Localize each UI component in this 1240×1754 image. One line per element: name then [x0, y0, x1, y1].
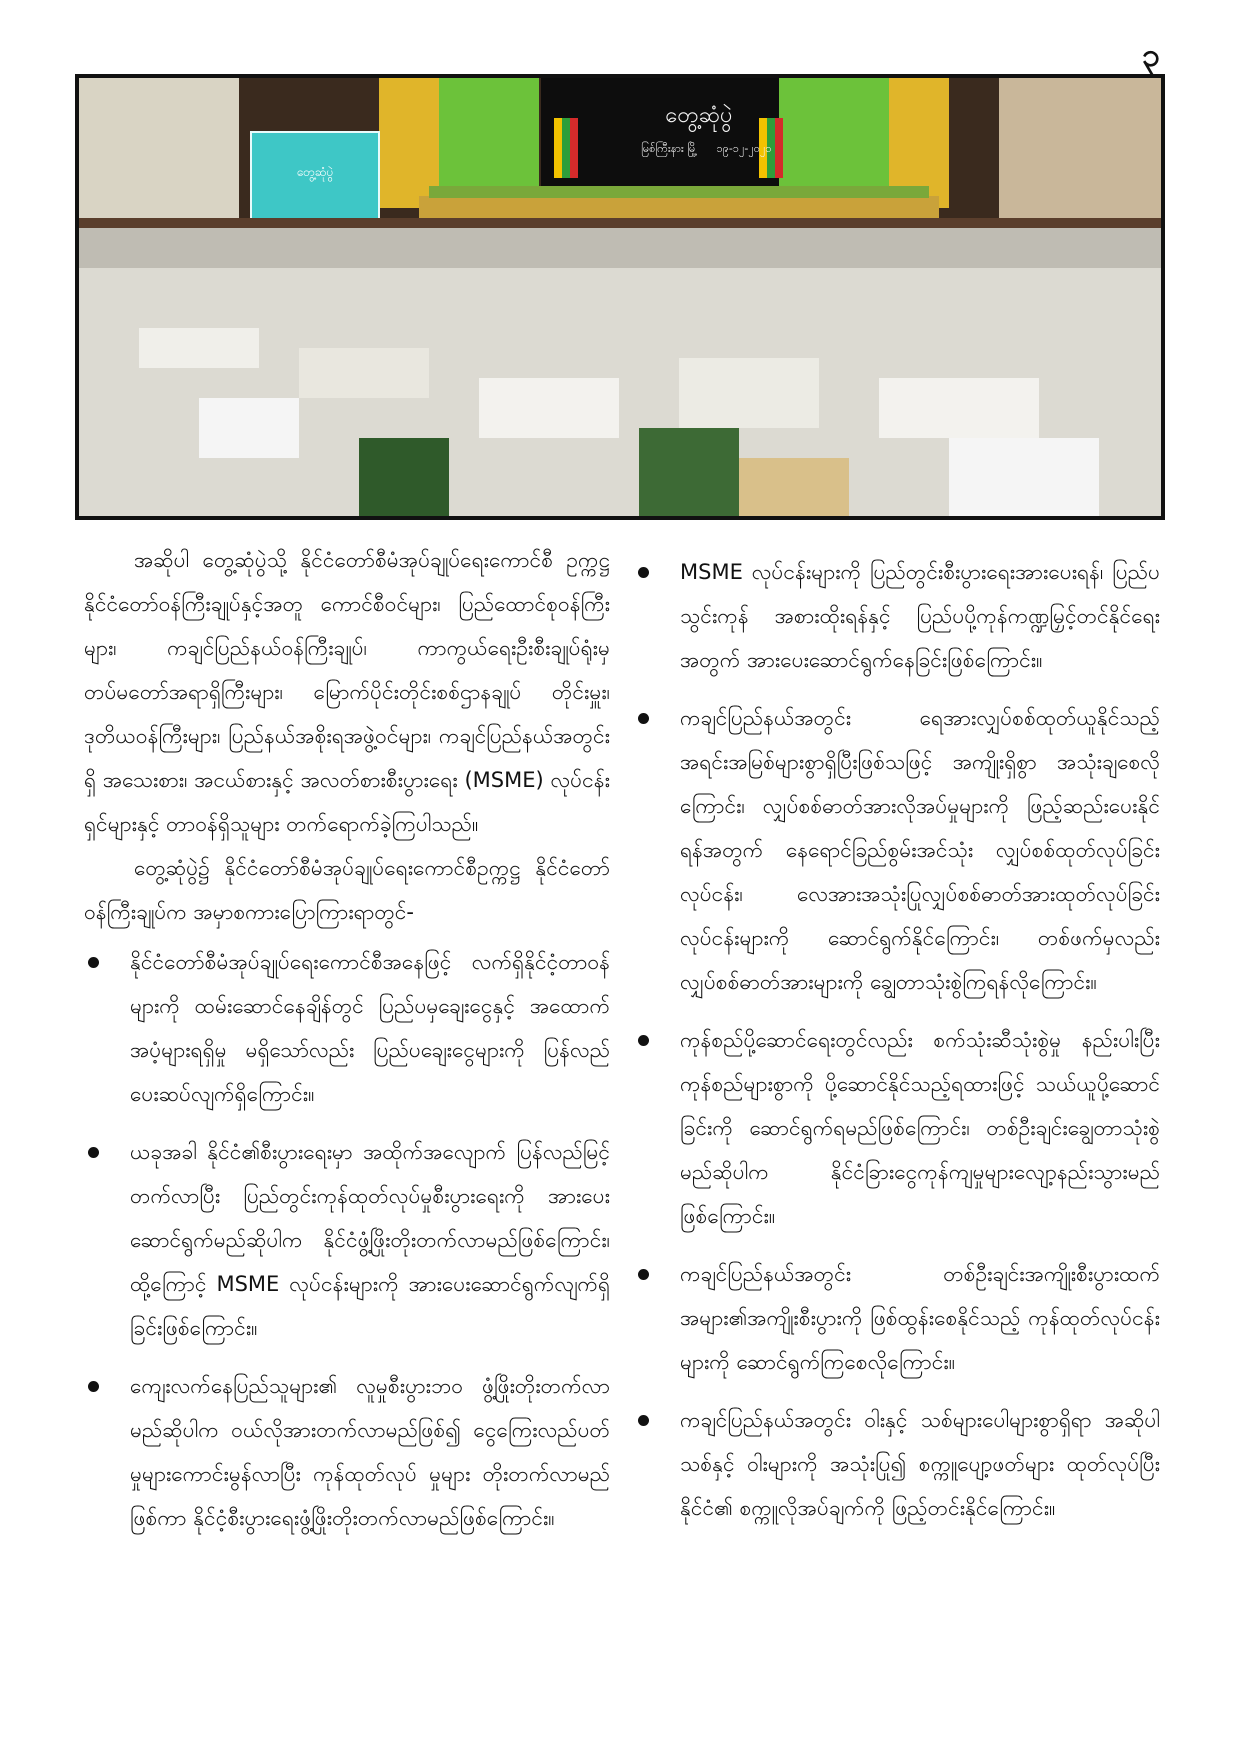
bullet-dot — [88, 957, 99, 968]
bullet-dot — [638, 1269, 649, 1280]
right-column — [634, 550, 1160, 1544]
stage-front — [419, 196, 939, 218]
bullet-dot — [638, 1035, 649, 1046]
bullet-dot — [88, 1381, 99, 1392]
meeting-hall-illustration — [79, 78, 1161, 516]
bullet-text: နိုင်ငံတော်စီမံအုပ်ချုပ်ရေးကောင်စီအနေဖြင့် လက်ရှိနိုင်ငံ့တာဝန်များကို ထမ်းဆောင်နေချိန်တွင် ပြည်ပမှချေးငွေနှင့် အထောက်အပံ့များရရှိမှု မရှိသော်လည်း ပြည်ပချေးငွေများကို ပြန်လည်ပေးဆပ်လျက်ရှိကြောင်း။ — [130, 950, 610, 1106]
bullet-text: ကုန်စည်ပို့ဆောင်ရေးတွင်လည်း စက်သုံးဆီသုံးစွဲမှု နည်းပါးပြီး ကုန်စည်များစွာကို ပို့ဆောင်နိုင်သည့်ရထားဖြင့် သယ်ယူပို့ဆောင်ခြင်းကို ဆောင်ရွက်ရမည်ဖြစ်ကြောင်း၊ တစ်ဦးချင်းချွေတာသုံးစွဲမည်ဆိုပါက နိုင်ငံခြားငွေကုန်ကျမှုများလျော့နည်းသွားမည် ဖြစ်ကြောင်း။ — [680, 1028, 1160, 1228]
bullet-item — [84, 940, 610, 1116]
stage-banner: တွေ့ဆုံပွဲ — [665, 103, 733, 128]
bullet-item — [634, 1398, 1160, 1530]
flower-row — [429, 186, 929, 198]
bullet-item — [634, 1252, 1160, 1384]
bullet-text: ကချင်ပြည်နယ်အတွင်း ဝါးနှင့် သစ်များပေါများစွာရှိရာ အဆိုပါ သစ်နှင့် ဝါးများကို အသုံးပြု၍ စက္ကူပျော့ဖတ်များ ထုတ်လုပ်ပြီး နိုင်ငံ၏ စက္ကူလိုအပ်ချက်ကို ဖြည့်တင်းနိုင်ကြောင်း။ — [680, 1408, 1160, 1520]
bullet-text: MSME လုပ်ငန်းများကို ပြည်တွင်းစီးပွားရေးအားပေးရန်၊ ပြည်ပသွင်းကုန် အစားထိုးရန်နှင့် ပြည်ပပို့ကုန်ကဏ္ဍမြှင့်တင်နိုင်ရေးအတွက် အားပေးဆောင်ရွက်နေခြင်းဖြစ်ကြောင်း။ — [680, 560, 1160, 672]
audience — [79, 228, 1161, 516]
left-bullet-list — [84, 940, 610, 1540]
stage-date: ၁၉-၁၂-၂၀၂၁ — [716, 142, 772, 155]
green-curtain-right — [779, 78, 889, 198]
bullet-dot — [638, 567, 649, 578]
bullet-text: ကျေးလက်နေပြည်သူများ၏ လူမှုစီးပွားဘဝ ဖွံ့ဖြိုးတိုးတက်လာမည်ဆိုပါက ဝယ်လိုအားတက်လာမည်ဖြစ်၍ ငွေကြေးလည်ပတ်မှုများကောင်းမွန်လာပြီး ကုန်ထုတ်လုပ် မှုများ တိုးတက်လာမည်ဖြစ်ကာ နိုင်ငံ့စီးပွားရေးဖွံ့ဖြိုးတိုးတက်လာမည်ဖြစ်ကြောင်း။ — [130, 1374, 610, 1530]
screen-text: တွေ့ဆုံပွဲ — [296, 165, 334, 179]
bullet-text: ကချင်ပြည်နယ်အတွင်း ရေအားလျှပ်စစ်ထုတ်ယူနိုင်သည့် အရင်းအမြစ်များစွာရှိပြီးဖြစ်သဖြင့် အကျိုးရှိစွာ အသုံးချစေလိုကြောင်း၊ လျှပ်စစ်ဓာတ်အားလိုအပ်မှုများကို ဖြည့်ဆည်းပေးနိုင်ရန်အတွက် နေရောင်ခြည်စွမ်းအင်သုံး လျှပ်စစ်ထုတ်လုပ်ခြင်းလုပ်ငန်း၊ လေအားအသုံးပြုလျှပ်စစ်ဓာတ်အားထုတ်လုပ်ခြင်းလုပ်ငန်းများကို ဆောင်ရွက်နိုင်ကြောင်း၊ တစ်ဖက်မှလည်း လျှပ်စစ်ဓာတ်အားများကို ချွေတာသုံးစွဲကြရန်လိုကြောင်း။ — [680, 706, 1160, 994]
green-curtain-left — [439, 78, 539, 198]
right-bullet-list — [634, 550, 1160, 1530]
bullet-dot — [638, 1415, 649, 1426]
bullet-dot — [88, 1147, 99, 1158]
bullet-dot — [638, 713, 649, 724]
left-column — [84, 538, 610, 1554]
bullet-item — [634, 1018, 1160, 1238]
bullet-text: ကချင်ပြည်နယ်အတွင်း တစ်ဦးချင်းအကျိုးစီးပွားထက် အများ၏အကျိုးစီးပွားကို ဖြစ်ထွန်းစေနိုင်သည့် ကုန်ထုတ်လုပ်ငန်းများကို ဆောင်ရွက်ကြစေလိုကြောင်း။ — [680, 1262, 1160, 1374]
bullet-item — [84, 1364, 610, 1540]
page-number: ၃ — [1142, 36, 1160, 74]
speech-intro-paragraph: တွေ့ဆုံပွဲ၌ နိုင်ငံတော်စီမံအုပ်ချုပ်ရေးကောင်စီဥက္ကဋ္ဌ နိုင်ငံတော်ဝန်ကြီးချုပ်က အမှာစကားပြောကြားရာတွင်- — [84, 856, 610, 924]
meeting-photo — [75, 74, 1165, 520]
intro-paragraph: အဆိုပါ တွေ့ဆုံပွဲသို့ နိုင်ငံတော်စီမံအုပ်ချုပ်ရေးကောင်စီ ဥက္ကဋ္ဌ နိုင်ငံတော်ဝန်ကြီးချုပ်နှင့်အတူ ကောင်စီဝင်များ၊ ပြည်ထောင်စုဝန်ကြီးများ၊ ကချင်ပြည်နယ်ဝန်ကြီးချုပ်၊ ကာကွယ်ရေးဦးစီးချုပ်ရုံးမှ တပ်မတော်အရာရှိကြီးများ၊ မြောက်ပိုင်းတိုင်းစစ်ဌာနချုပ် တိုင်းမှူး၊ ဒုတိယဝန်ကြီးများ၊ ပြည်နယ်အစိုးရအဖွဲ့ဝင်များ၊ ကချင်ပြည်နယ်အတွင်းရှိ အသေးစား၊ အငယ်စားနှင့် အလတ်စားစီးပွားရေး (MSME) လုပ်ငန်းရှင်များနှင့် တာဝန်ရှိသူများ တက်ရောက်ခဲ့ကြပါသည်။ — [84, 548, 610, 836]
bullet-item — [84, 1130, 610, 1350]
bullet-text: ယခုအခါ နိုင်ငံ၏စီးပွားရေးမှာ အထိုက်အလျောက် ပြန်လည်မြင့်တက်လာပြီး ပြည်တွင်းကုန်ထုတ်လုပ်မှုစီးပွားရေးကို အားပေးဆောင်ရွက်မည်ဆိုပါက နိုင်ငံဖွံ့ဖြိုးတိုးတက်လာမည်ဖြစ်ကြောင်း၊ ထို့ကြောင့် MSME လုပ်ငန်းများကို အားပေးဆောင်ရွက်လျက်ရှိခြင်းဖြစ်ကြောင်း။ — [130, 1140, 610, 1340]
bullet-item — [634, 696, 1160, 1004]
bullet-item — [634, 550, 1160, 682]
stage-location: မြစ်ကြီးနား မြို့ — [640, 142, 698, 155]
